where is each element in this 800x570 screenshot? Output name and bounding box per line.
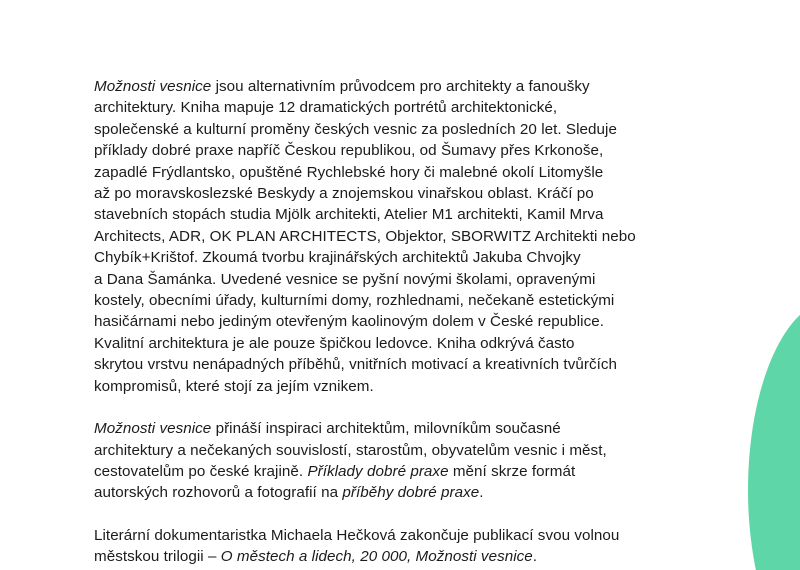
text-segment: cestovatelům po české krajině. bbox=[94, 462, 308, 480]
text-line bbox=[94, 183, 684, 204]
text-segment: Literární dokumentaristka Michaela Hečková zakončuje publikací svou volnou bbox=[94, 526, 620, 544]
emphasized-title: O městech a lidech, 20 000, Možnosti vesnice bbox=[220, 548, 533, 566]
text-line bbox=[94, 97, 684, 118]
paragraph-2 bbox=[94, 418, 684, 504]
text-segment: architektury a nečekaných souvislostí, starostům, obyvatelům vesnic i měst, bbox=[94, 441, 607, 459]
text-segment: Chybík+Krištof. Zkoumá tvorbu krajinářských architektů Jakuba Chvojky bbox=[94, 249, 581, 267]
emphasized-title: příběhy dobré praxe bbox=[342, 484, 480, 502]
text-line bbox=[94, 290, 684, 311]
text-line bbox=[94, 226, 684, 247]
text-line bbox=[94, 461, 684, 482]
emphasized-title: Příklady dobré praxe bbox=[307, 462, 449, 480]
text-line bbox=[94, 269, 684, 290]
text-line bbox=[94, 440, 684, 461]
text-segment: . bbox=[532, 548, 538, 566]
text-segment: skrytou vrstvu nenápadných příběhů, vnitřních motivací a kreativních tvůrčích bbox=[94, 356, 617, 374]
text-line bbox=[94, 525, 684, 546]
text-segment: mění skrze formát bbox=[448, 462, 576, 480]
text-segment: přináší inspiraci architektům, milovníkům současné bbox=[211, 420, 561, 438]
text-line bbox=[94, 482, 684, 503]
text-segment: Kvalitní architektura je ale pouze špičkou ledovce. Kniha odkrývá často bbox=[94, 334, 575, 352]
text-segment: příklady dobré praxe napříč Českou republikou, od Šumavy přes Krkonoše, bbox=[94, 142, 604, 160]
text-segment: kostely, obecními úřady, kulturními domy, rozhlednami, nečekaně estetickými bbox=[94, 292, 615, 310]
text-line bbox=[94, 418, 684, 439]
text-line bbox=[94, 140, 684, 161]
cover-text bbox=[94, 76, 684, 568]
text-segment: . bbox=[479, 484, 484, 502]
text-line bbox=[94, 376, 684, 397]
text-segment: architektury. Kniha mapuje 12 dramatických portrétů architektonické, bbox=[94, 99, 558, 117]
emphasized-title: Možnosti vesnice bbox=[94, 78, 212, 95]
text-segment: až po moravskoslezské Beskydy a znojemskou vinařskou oblast. Kráčí po bbox=[94, 185, 594, 203]
paragraph-1 bbox=[94, 76, 684, 397]
text-segment: autorských rozhovorů a fotografií na bbox=[94, 484, 343, 502]
text-line bbox=[94, 76, 684, 97]
text-segment: a Dana Šamánka. Uvedené vesnice se pyšní novými školami, opravenými bbox=[94, 270, 596, 288]
text-line bbox=[94, 546, 684, 567]
text-segment: společenské a kulturní proměny českých vesnic za posledních 20 let. Sleduje bbox=[94, 120, 617, 138]
text-segment: kompromisů, které stojí za jejím vznikem. bbox=[94, 377, 374, 395]
text-line bbox=[94, 354, 684, 375]
text-segment: stavebních stopách studia Mjölk architekti, Atelier M1 architekti, Kamil Mrva bbox=[94, 206, 604, 224]
text-segment: Architects, ADR, OK PLAN ARCHITECTS, Objektor, SBORWITZ Architekti nebo bbox=[94, 227, 636, 245]
text-segment: městskou trilogii – bbox=[94, 548, 221, 566]
text-line bbox=[94, 333, 684, 354]
green-accent-shape bbox=[748, 300, 800, 570]
text-line bbox=[94, 311, 684, 332]
text-line bbox=[94, 204, 684, 225]
emphasized-title: Možnosti vesnice bbox=[94, 420, 212, 438]
text-segment: hasičárnami nebo jediným otevřeným kaolinovým dolem v České republice. bbox=[94, 313, 604, 331]
text-line bbox=[94, 162, 684, 183]
text-segment: zapadlé Frýdlantsko, opuštěné Rychlebské hory či malebné okolí Litomyšle bbox=[94, 163, 604, 181]
paragraph-3 bbox=[94, 525, 684, 568]
text-line bbox=[94, 247, 684, 268]
text-segment: jsou alternativním průvodcem pro architekty a fanoušky bbox=[211, 78, 590, 95]
text-line bbox=[94, 119, 684, 140]
